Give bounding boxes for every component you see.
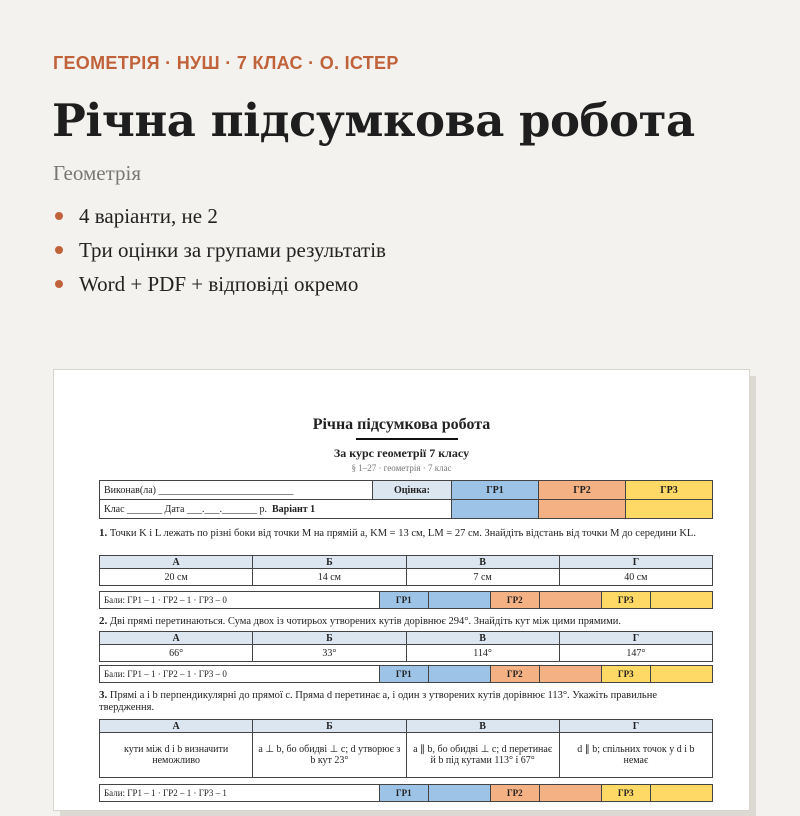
grade-gr1-cell	[452, 500, 539, 519]
option-label: В	[406, 720, 559, 733]
option-label: Б	[253, 720, 406, 733]
option-value: 114°	[406, 645, 559, 662]
feature-text: Три оцінки за групами результатів	[79, 238, 386, 262]
question-number: 1.	[99, 527, 108, 539]
option-label: А	[100, 556, 253, 569]
document-preview	[53, 369, 750, 811]
option-label: Г	[559, 632, 712, 645]
feature-item	[53, 270, 386, 304]
doc-subtitle: За курс геометрії 7 класу	[333, 446, 470, 460]
score-text: Бали: ГР1 – 1 · ГР2 – 1 · ГР3 – 1	[100, 785, 380, 802]
option-value: 66°	[100, 645, 253, 662]
variant-label: Варіант 1	[271, 503, 316, 515]
score-gr2-label: ГР2	[490, 785, 539, 802]
score-gr2-cell	[539, 785, 601, 802]
option-value: 147°	[559, 645, 712, 662]
score-gr3-label: ГР3	[601, 785, 650, 802]
feature-list	[53, 202, 386, 304]
option-label: Г	[559, 720, 712, 733]
score-gr1-cell	[428, 785, 490, 802]
doc-title: Річна підсумкова робота	[312, 416, 491, 433]
doc-title-underline	[356, 438, 458, 440]
score-gr1-label: ГР1	[379, 785, 428, 802]
class-date-field	[100, 500, 452, 519]
kicker: ГЕОМЕТРІЯ · НУШ · 7 КЛАС · О. ІСТЕР	[53, 53, 399, 73]
question-text: Точки K і L лежать по різні боки від точки M на прямій a, KM = 13 см, LM = 27 см. Знайдіть відстань від точки M до середини KL.	[109, 528, 696, 539]
option-label: Б	[253, 556, 406, 569]
score-gr2-label: ГР2	[490, 666, 539, 683]
executor-field: Виконав(ла) ___________________________	[100, 481, 373, 500]
grade-gr3-cell	[626, 500, 713, 519]
bullet-icon	[55, 246, 63, 254]
question-text: Дві прямі перетинаються. Сума двох із чотирьох утворених кутів дорівнює 294°. Знайдіть кут між цими прямими.	[109, 616, 621, 627]
score-row-1	[99, 591, 713, 609]
page-subtitle: Геометрія	[53, 161, 141, 185]
option-label: В	[406, 556, 559, 569]
score-gr1-cell	[428, 592, 490, 609]
feature-text: Word + PDF + відповіді окремо	[79, 272, 359, 296]
score-gr2-cell	[539, 666, 601, 683]
score-text: Бали: ГР1 – 1 · ГР2 – 1 · ГР3 – 0	[100, 666, 380, 683]
score-gr3-cell	[650, 592, 712, 609]
question-3	[99, 689, 713, 714]
option-value: 14 см	[253, 569, 406, 586]
question-text: Прямі a і b перпендикулярні до прямої c. Пряма d перетинає a, і один з утворених кутів дорівнює 113°. Укажіть правильне твердження.	[99, 690, 657, 713]
option-label: В	[406, 632, 559, 645]
score-row-3	[99, 784, 713, 802]
bullet-icon	[55, 280, 63, 288]
option-value: 20 см	[100, 569, 253, 586]
page-title: Річна підсумкова робота	[52, 94, 695, 147]
grade-gr2-cell	[539, 500, 626, 519]
student-form-table	[99, 480, 713, 519]
score-gr3-cell	[650, 785, 712, 802]
option-value: 33°	[253, 645, 406, 662]
score-gr3-label: ГР3	[601, 592, 650, 609]
question-number: 3.	[99, 689, 108, 701]
grade-gr3-label: ГР3	[626, 481, 713, 500]
doc-meta: § 1–27 · геометрія · 7 клас	[351, 463, 452, 473]
score-gr2-cell	[539, 592, 601, 609]
answers-table-1	[99, 555, 713, 586]
question-number: 2.	[99, 615, 108, 627]
option-value: кути між d і b визначити неможливо	[100, 733, 253, 778]
grade-gr2-label: ГР2	[539, 481, 626, 500]
option-label: А	[100, 632, 253, 645]
score-row-2	[99, 665, 713, 683]
option-label: Г	[559, 556, 712, 569]
class-date-text: Клас _______ Дата ___.___._______ р.	[104, 503, 267, 515]
score-gr2-label: ГР2	[490, 592, 539, 609]
answers-table-2	[99, 631, 713, 662]
score-text: Бали: ГР1 – 1 · ГР2 – 1 · ГР3 – 0	[100, 592, 380, 609]
bullet-icon	[55, 212, 63, 220]
question-1	[99, 527, 713, 540]
option-value: a ∥ b, бо обидві ⊥ c; d перетинає й b під кутами 113° і 67°	[406, 733, 559, 778]
score-gr1-label: ГР1	[379, 666, 428, 683]
question-2	[99, 615, 713, 628]
option-value: a ⊥ b, бо обидві ⊥ c; d утворює з b кут 23°	[253, 733, 406, 778]
feature-item	[53, 202, 386, 236]
feature-text: 4 варіанти, не 2	[79, 204, 218, 228]
score-gr3-label: ГР3	[601, 666, 650, 683]
grade-gr1-label: ГР1	[452, 481, 539, 500]
option-value: d ∥ b; спільних точок у d і b немає	[559, 733, 712, 778]
option-value: 40 см	[559, 569, 712, 586]
option-value: 7 см	[406, 569, 559, 586]
answers-table-3	[99, 719, 713, 778]
grade-label: Оцінка:	[373, 481, 452, 500]
option-label: Б	[253, 632, 406, 645]
score-gr1-label: ГР1	[379, 592, 428, 609]
option-label: А	[100, 720, 253, 733]
score-gr1-cell	[428, 666, 490, 683]
score-gr3-cell	[650, 666, 712, 683]
feature-item	[53, 236, 386, 270]
